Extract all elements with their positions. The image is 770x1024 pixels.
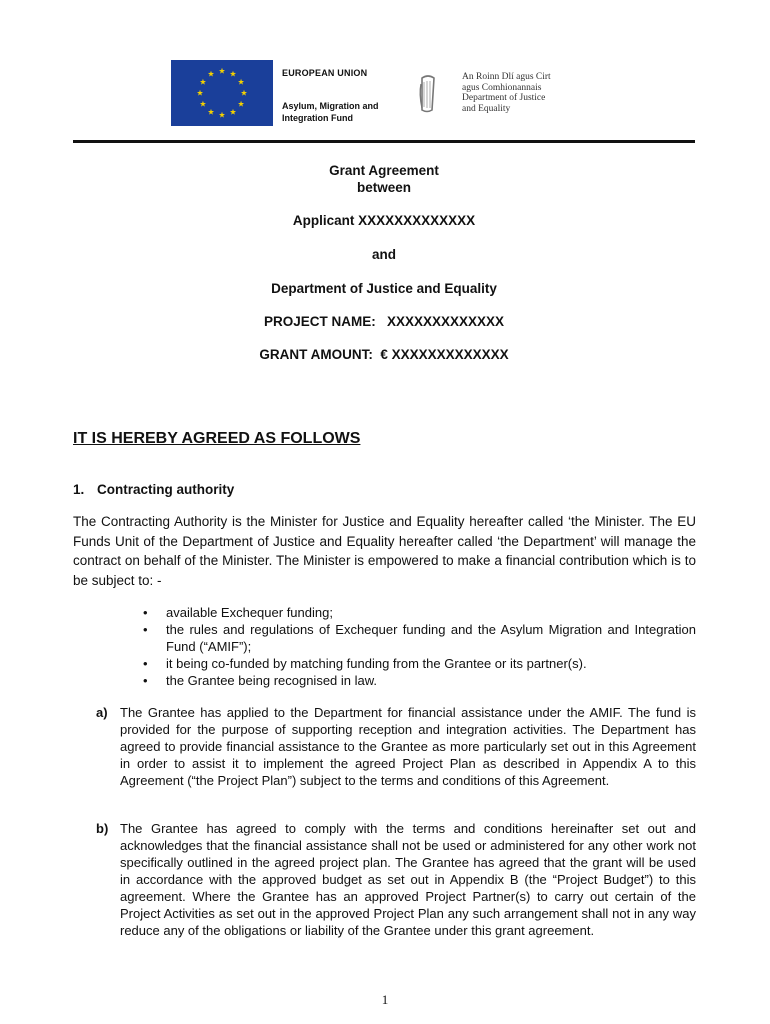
project-name-line: PROJECT NAME: XXXXXXXXXXXXX (263, 314, 505, 329)
agreement-heading: IT IS HEREBY AGREED AS FOLLOWS (73, 430, 361, 447)
eu-flag-logo (171, 60, 273, 126)
and-line: and (371, 247, 396, 262)
eu-star-icon (219, 68, 225, 74)
list-item: • the rules and regulations of Exchequer funding and the Asylum Migration and Integration Fund (“AMIF”); (143, 622, 696, 654)
applicant-line: Applicant XXXXXXXXXXXXX (292, 213, 476, 228)
eu-star-icon (238, 101, 244, 107)
title-line-2: between (356, 180, 411, 195)
eu-star-icon (230, 71, 236, 77)
clause-a (96, 704, 696, 789)
eu-star-icon (200, 79, 206, 85)
page-number: 1 (381, 992, 389, 1007)
list-item: • the Grantee being recognised in law. (143, 673, 378, 688)
eu-star-icon (208, 109, 214, 115)
eu-star-icon (197, 90, 203, 96)
eu-star-icon (238, 79, 244, 85)
bullet-icon: • (143, 656, 148, 671)
harp-icon (418, 74, 438, 114)
section-1-number: 1. (73, 482, 85, 497)
section-1-title: Contracting authority (97, 482, 235, 497)
department-logo-text (462, 72, 582, 114)
grant-amount-line: GRANT AMOUNT: € XXXXXXXXXXXXX (259, 347, 509, 362)
eu-star-icon (219, 112, 225, 118)
section-1-heading (73, 482, 234, 497)
clause-b (96, 820, 696, 939)
list-item: • available Exchequer funding; (143, 605, 333, 620)
eu-star-icon (208, 71, 214, 77)
funding-conditions-list (140, 604, 696, 689)
eu-star-icon (200, 101, 206, 107)
eu-title: EUROPEAN UNION (282, 68, 368, 78)
eu-star-icon (230, 109, 236, 115)
bullet-icon: • (143, 605, 148, 620)
eu-fund-name: Asylum, Migration and Integration Fund (282, 101, 379, 123)
dept-english-line-2: and Equality (462, 103, 511, 114)
title-line-1: Grant Agreement (329, 163, 439, 178)
dept-english-line-1: Department of Justice (462, 93, 546, 103)
list-item: • it being co-funded by matching funding from the Grantee or its partner(s). (143, 656, 587, 671)
dept-irish-line-1: An Roinn Dlí agus Cirt (462, 72, 551, 82)
dept-irish-line-2: agus Comhionannais (462, 82, 542, 93)
clause-a-label: a) (96, 705, 108, 720)
eu-stars-icon (171, 60, 273, 126)
eu-star-icon (241, 90, 247, 96)
department-line: Department of Justice and Equality (271, 281, 497, 296)
clause-b-text: The Grantee has agreed to comply with the terms and conditions hereinafter set out and acknowledges that the financial assistance shall not be used or administered for any other work not specifically outlined in the agreed project plan. The Grantee has agreed that the grant will be used in accordance with the approved budget as set out in Appendix B (the “Project Budget”) to this agreement. Where the Grantee has an approved Project Partner(s) to carry out certain of the Project Activities as set out in the approved Project Plan any such arrangement shall not in any way reduce any of the obligations or liability of the Grantee under this grant agreement. (120, 821, 696, 938)
header-divider (73, 140, 695, 143)
clause-b-label: b) (96, 821, 109, 836)
bullet-icon: • (143, 673, 148, 688)
section-1-paragraph: The Contracting Authority is the Minister for Justice and Equality hereafter called ‘the Minister. The EU Funds Unit of the Department of Justice and Equality hereafter called ‘the Department’ will manage the contract on behalf of the Minister. The Minister is empowered to make a financial contribution which is to be subject to: - (73, 514, 696, 588)
clause-a-text: The Grantee has applied to the Department for financial assistance under the AMIF. The fund is provided for the purpose of supporting reception and integration activities. The Department has agreed to provide financial assistance to the Grantee as more particularly set out in this Agreement in order to assist it to implement the agreed Project Plan as described in Appendix A to this Agreement (“the Project Plan”) subject to the terms and conditions of this Agreement. (120, 705, 696, 788)
bullet-icon: • (143, 622, 148, 637)
